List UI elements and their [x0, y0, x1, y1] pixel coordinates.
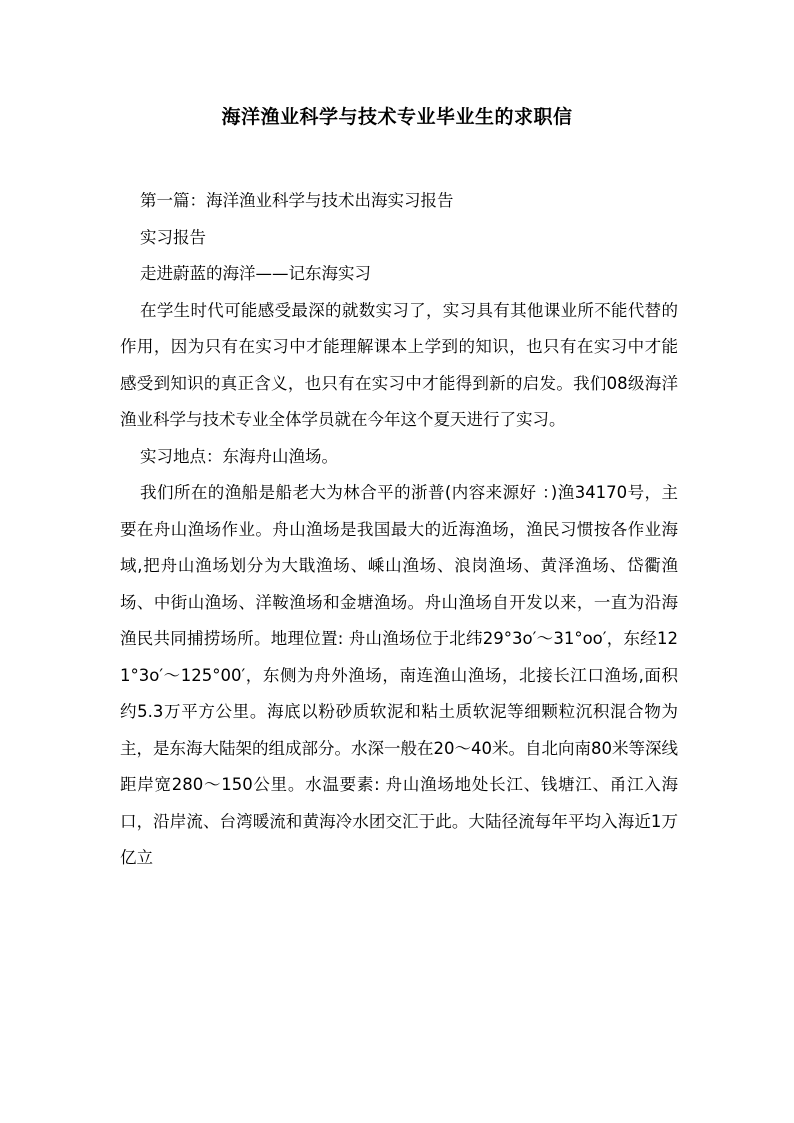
fishing-ground-paragraph: 我们所在的渔船是船老大为林合平的浙普(内容来源好 ：)渔34170号，主要在舟山渔场作业。舟山渔场是我国最大的近海渔场，渔民习惯按各作业海域,把舟山渔场划分为大戢渔场、嵊山渔场、浪岗渔场、黄泽渔场、岱衢渔场、中街山渔场、洋鞍渔场和金塘渔场。舟山渔场自开发以来，一直为沿海渔民共同捕捞场所。地理位置: 舟山渔场位于北纬29°3o′～31°oo′，东经121°3o′～125°00′，东侧为舟外渔场，南连渔山渔场，北接长江口渔场,面积约5.3万平方公里。海底以粉砂质软泥和粘土质软泥等细颗粒沉积混合物为主，是东海大陆架的组成部分。水深一般在20～40米。自北向南80米等深线距岸宽280～150公里。水温要素: 舟山渔场地处长江、钱塘江、甬江入海口，沿岸流、台湾暖流和黄海冷水团交汇于此。大陆径流每年平均入海近1万亿立 [120, 483, 678, 867]
intro-paragraph: 在学生时代可能感受最深的就数实习了，实习具有其他课业所不能代替的作用，因为只有在实习中才能理解课本上学到的知识，也只有在实习中才能感受到知识的真正含义，也只有在实习中才能得到新的启发。我们08级海洋渔业科学与技术专业全体学员就在今年这个夏天进行了实习。 [120, 300, 678, 429]
document-body [120, 183, 678, 877]
location-paragraph: 实习地点：东海舟山渔场。 [140, 446, 338, 466]
section-heading: 第一篇：海洋渔业科学与技术出海实习报告 [140, 191, 454, 210]
report-label: 实习报告 [140, 227, 206, 247]
document-title: 海洋渔业科学与技术专业毕业生的求职信 [221, 106, 573, 128]
report-subtitle: 走进蔚蓝的海洋——记东海实习 [140, 264, 371, 283]
